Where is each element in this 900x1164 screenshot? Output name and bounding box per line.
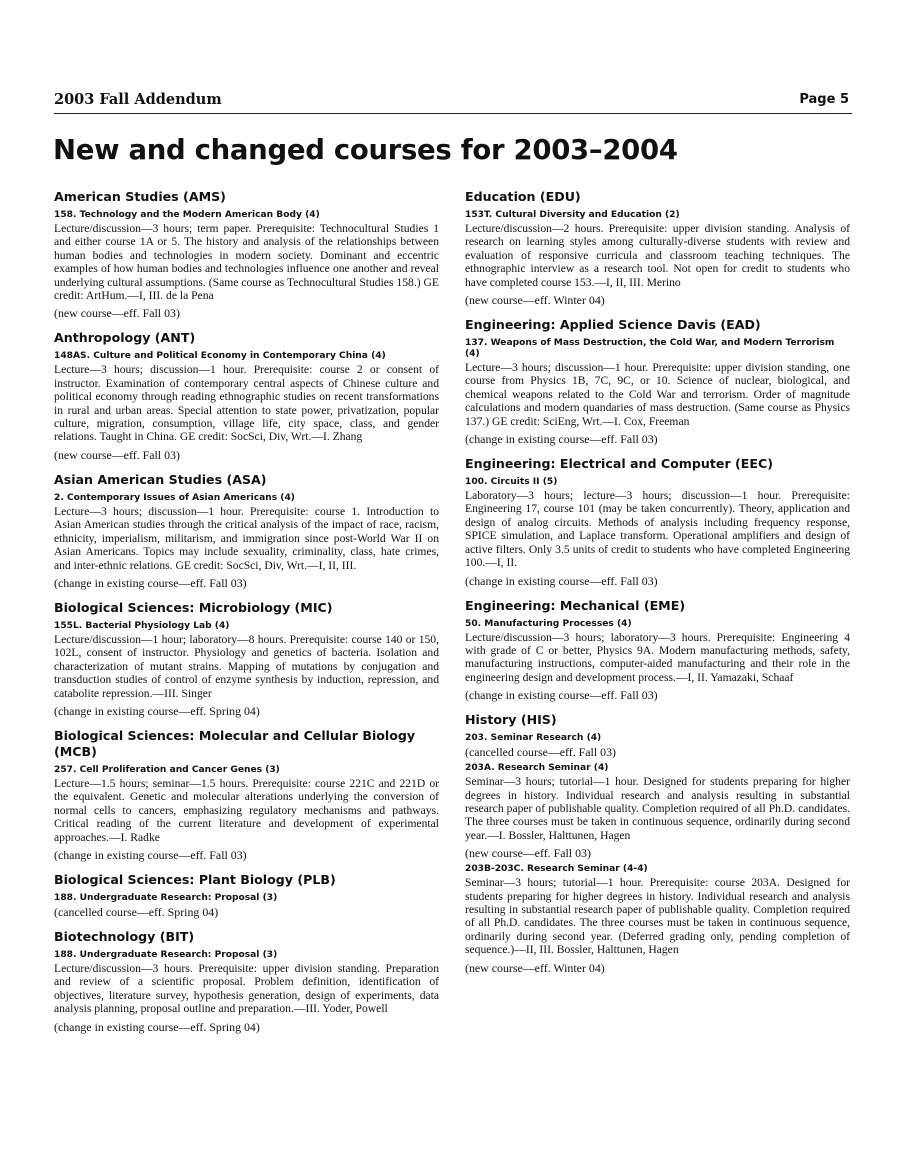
course-entry	[465, 763, 850, 860]
course-description: Lecture/discussion—3 hours; laboratory—3 hours. Prerequisite: Engineering 4 with grade of C or better, Physics 9A. Modern manufacturing methods, safety, manufacturing instructions, computer-aided manufacturing and their role in the engineering design and development process.—I, II. Yamazaki, Schaaf	[465, 630, 850, 684]
course-entry	[465, 733, 850, 759]
course-entry	[54, 621, 439, 718]
course-description: Seminar—3 hours; tutorial—1 hour. Prerequisite: course 203A. Designed for students preparing for higher degrees in history. Individual research and analysis resulting in substantial research paper of publishable quality. Completion required of all Ph.D. candidates. The three courses must be taken in continuous sequence, ordinarily during second year. (Deferred grading only, pending completion of sequence.)—II, III. Bossler, Halttunen, Hagen	[465, 876, 850, 957]
course-title: 203A. Research Seminar (4)	[465, 763, 609, 774]
department-section	[54, 728, 439, 862]
department-heading: Biotechnology (BIT)	[54, 928, 195, 944]
course-description: Seminar—3 hours; tutorial—1 hour. Designed for students preparing for higher degrees in history. Individual research and analysis resulting in substantial research paper of publishable quality. Completion required of all Ph.D. candidates. The three courses must be taken in continuous sequence, ordinarily during second year.—I. Bossler, Halttunen, Hagen	[465, 775, 850, 842]
course-status: (cancelled course—eff. Spring 04)	[54, 904, 219, 919]
course-status: (new course—eff. Winter 04)	[465, 293, 605, 308]
page-title: New and changed courses for 2003–2004	[53, 134, 678, 166]
course-title: 2. Contemporary Issues of Asian Americans (4)	[54, 492, 295, 503]
course-description: Laboratory—3 hours; lecture—3 hours; discussion—1 hour. Prerequisite: Engineering 17, course 101 (may be taken concurrently). Theory, application and design of analog circuits. Methods of analysis including frequency response, SPICE simulation, and Laplace transform. Operational amplifiers and design of active filters. Only 3.5 units of credit to students who have completed Engineering 100.—I, II.	[465, 489, 850, 570]
course-description: Lecture—3 hours; discussion—1 hour. Prerequisite: course 1. Introduction to Asian American studies through the critical analysis of the impact of race, racism, ethnicity, imperialism, militarism, and immigration since post-World War II on Asian Americans. Topics may include sexuality, criminality, class, hate crimes, and inter-ethnic relations. GE credit: SocSci, Div, Wrt.—I, II, III.	[54, 504, 439, 572]
course-description: Lecture—3 hours; discussion—1 hour. Prerequisite: upper division standing, one course from Physics 1B, 7C, 9C, or 10. Science of nuclear, biological, and chemical weapons related to the Cold War and terrorism. Order of magnitude calculations and modern quandaries of mass destruction. (Same course as Physics 137.) GE credit: SciEng, Wrt.—I. Cox, Freeman	[465, 361, 850, 428]
course-title: 188. Undergraduate Research: Proposal (3)	[54, 949, 278, 960]
department-heading: History (HIS)	[465, 712, 557, 728]
course-status: (new course—eff. Fall 03)	[54, 306, 180, 321]
page-number: Page 5	[799, 92, 849, 107]
course-entry	[54, 351, 439, 461]
course-entry	[54, 893, 439, 919]
department-section	[54, 872, 439, 919]
right-column	[465, 189, 850, 985]
course-title: 153T. Cultural Diversity and Education (2)	[465, 210, 680, 220]
department-heading: Biological Sciences: Molecular and Cellular Biology (MCB)	[54, 727, 416, 759]
course-status: (change in existing course—eff. Spring 04)	[54, 703, 260, 718]
course-status: (change in existing course—eff. Fall 03)	[54, 575, 247, 590]
course-status: (change in existing course—eff. Fall 03)	[54, 847, 247, 862]
course-title: 137. Weapons of Mass Destruction, the Cold War, and Modern Terrorism (4)	[465, 338, 835, 360]
course-status: (new course—eff. Winter 04)	[465, 960, 605, 975]
course-status: (change in existing course—eff. Fall 03)	[465, 573, 658, 588]
department-section	[54, 929, 439, 1034]
course-status: (change in existing course—eff. Fall 03)	[465, 432, 658, 447]
course-title: 203B-203C. Research Seminar (4-4)	[465, 864, 648, 875]
course-status: (new course—eff. Fall 03)	[465, 846, 591, 861]
course-title: 203. Seminar Research (4)	[465, 733, 602, 744]
course-description: Lecture/discussion—1 hour; laboratory—8 hours. Prerequisite: course 140 or 150, 102L, consent of instructor. Physiology and genetics of bacteria. Isolation and characterization of mutant strains. Mapping of mutations by conjugation and transduction studies of control of enzyme synthesis by induction, repression, and catabolite repression.—III. Singer	[54, 632, 439, 700]
department-heading: Anthropology (ANT)	[54, 330, 196, 346]
department-section	[54, 472, 439, 590]
course-entry	[54, 210, 439, 320]
course-entry	[54, 765, 439, 862]
department-heading: Asian American Studies (ASA)	[54, 471, 267, 487]
department-heading: American Studies (AMS)	[54, 189, 226, 204]
department-heading: Engineering: Applied Science Davis (EAD)	[465, 317, 761, 333]
course-status: (change in existing course—eff. Fall 03)	[465, 688, 658, 703]
course-entry	[465, 619, 850, 703]
course-description: Lecture/discussion—3 hours; term paper. Prerequisite: Technocultural Studies 1 and either course 1A or 5. The history and analysis of the relationships between human bodies and technologies in modern society. Dominant and eccentric examples of how human bodies and technologies influence one another and reveal underlying cultural assumptions. (Same course as Technocultural Studies 158.) GE credit: ArtHum.—I, III. de la Pena	[54, 222, 439, 303]
department-heading: Engineering: Mechanical (EME)	[465, 597, 686, 613]
course-title: 158. Technology and the Modern American Body (4)	[54, 210, 320, 220]
left-column	[54, 189, 439, 1044]
course-status: (cancelled course—eff. Fall 03)	[465, 745, 616, 760]
course-entry	[465, 864, 850, 974]
department-section	[54, 600, 439, 718]
course-status: (new course—eff. Fall 03)	[54, 447, 180, 462]
department-section	[54, 189, 439, 320]
department-section	[465, 598, 850, 703]
course-title: 50. Manufacturing Processes (4)	[465, 618, 632, 629]
course-description: Lecture/discussion—2 hours. Prerequisite: upper division standing. Analysis of research on learning styles among culturally-diverse students with review and evaluation of responsive curricula and classroom teaching techniques. The ethnographic interview as a research tool. Not open for credit to students who have completed course 153.—I, II, III. Merino	[465, 222, 850, 289]
department-section	[465, 189, 850, 307]
course-title: 257. Cell Proliferation and Cancer Genes (3)	[54, 764, 280, 775]
department-heading: Engineering: Electrical and Computer (EEC)	[465, 456, 773, 472]
course-entry	[54, 493, 439, 590]
course-status: (change in existing course—eff. Spring 04)	[54, 1019, 260, 1034]
department-heading: Biological Sciences: Microbiology (MIC)	[54, 599, 333, 615]
course-entry	[465, 338, 850, 446]
course-title: 100. Circuits II (5)	[465, 477, 558, 488]
department-section	[465, 317, 850, 446]
course-entry	[465, 477, 850, 587]
department-section	[465, 712, 850, 974]
course-title: 148AS. Culture and Political Economy in Contemporary China (4)	[54, 351, 386, 362]
course-title: 155L. Bacterial Physiology Lab (4)	[54, 620, 230, 631]
course-title: 188. Undergraduate Research: Proposal (3)	[54, 892, 278, 903]
department-section	[54, 330, 439, 461]
running-title: 2003 Fall Addendum	[54, 91, 222, 108]
course-description: Lecture—1.5 hours; seminar—1.5 hours. Prerequisite: course 221C and 221D or the equivalent. Genetic and molecular alterations underlying the conversion of normal cells to cancers, emphasizing regulatory mechanisms and pathways. Critical reading of the current literature and development of experimental approaches.—I. Radke	[54, 776, 439, 844]
department-section	[465, 456, 850, 587]
department-heading: Biological Sciences: Plant Biology (PLB)	[54, 871, 336, 887]
course-entry	[54, 950, 439, 1034]
department-heading: Education (EDU)	[465, 189, 581, 204]
course-entry	[465, 210, 850, 307]
course-description: Lecture/discussion—3 hours. Prerequisite: upper division standing. Preparation and review of a scientific proposal. Problem definition, identification of objectives, literature survey, hypothesis generation, design of experiments, data analysis planning, proposal outline and preparation.—III. Yoder, Powell	[54, 961, 439, 1016]
course-description: Lecture—3 hours; discussion—1 hour. Prerequisite: course 2 or consent of instructor. Examination of contemporary central aspects of Chinese culture and political economy through reading ethnographic studies on recent transformations in rural and urban areas. Special attention to state power, privatization, popular culture, migration, consumption, village life, city space, class, and gender relations. Taught in China. GE credit: SocSci, Div, Wrt.—I. Zhang	[54, 363, 439, 444]
page-header	[54, 89, 852, 114]
